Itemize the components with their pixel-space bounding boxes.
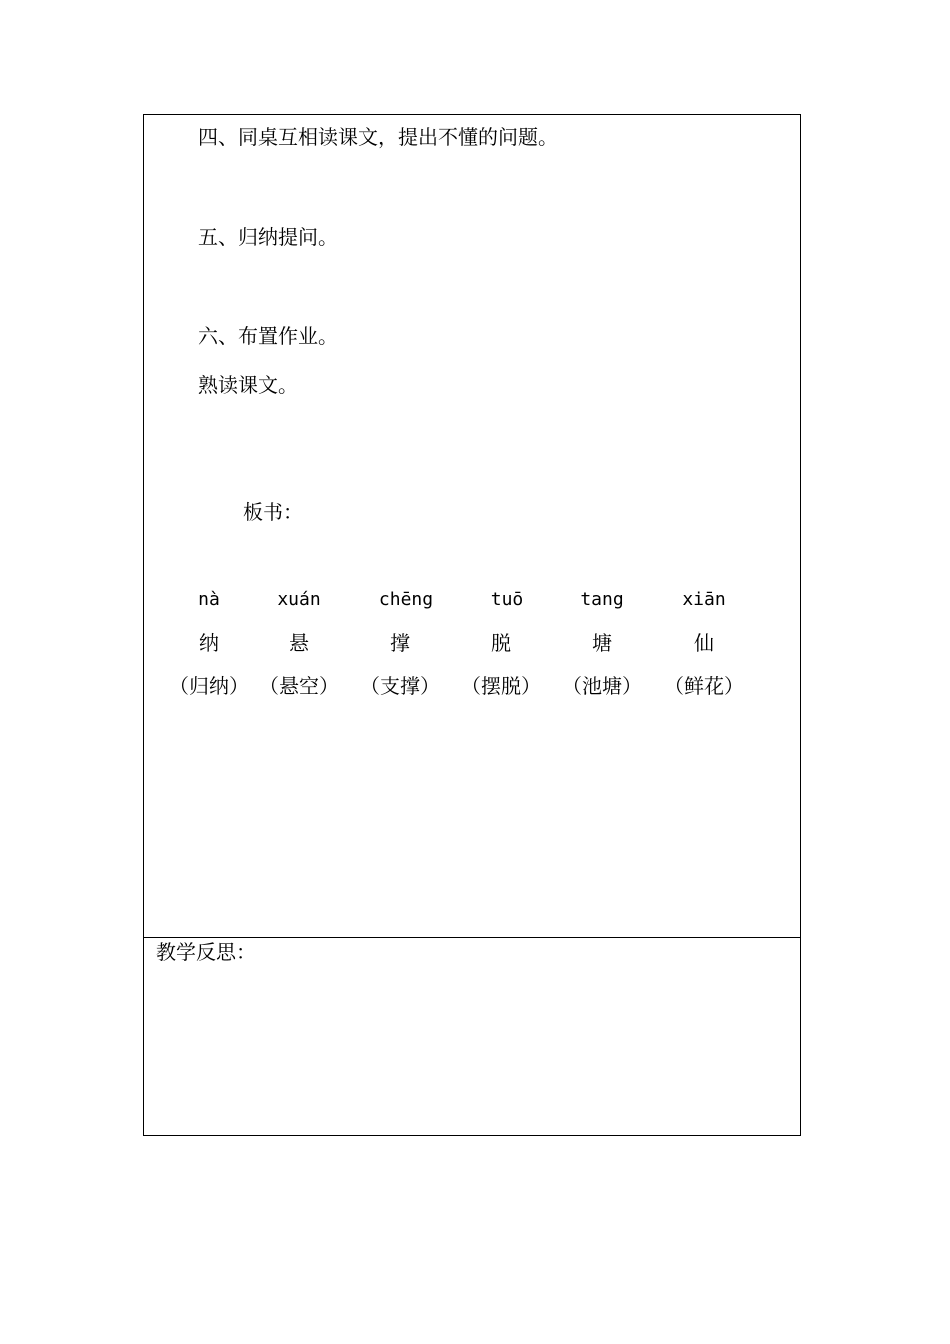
character-item: 悬	[289, 631, 309, 655]
step-five-text: 五、归纳提问。	[198, 225, 338, 249]
step-six-text: 六、布置作业。	[198, 324, 338, 348]
pinyin-row	[164, 589, 764, 615]
character-item: 仙	[694, 631, 714, 655]
character-item: 撑	[390, 631, 410, 655]
character-item: 脱	[491, 631, 511, 655]
step-four-text: 四、同桌互相读课文，提出不懂的问题。	[198, 125, 558, 149]
section-divider	[144, 937, 800, 938]
character-item: 塘	[592, 631, 612, 655]
word-item: （池塘）	[562, 674, 642, 698]
pinyin-item: nà	[198, 589, 220, 610]
pinyin-item: chēng	[378, 589, 434, 610]
blackboard-heading: 板书：	[243, 500, 303, 524]
word-item: （鲜花）	[664, 674, 744, 698]
character-item: 纳	[199, 631, 219, 655]
pinyin-item: tuō	[490, 589, 524, 610]
word-row	[164, 674, 764, 700]
word-item: （支撑）	[360, 674, 440, 698]
character-row	[164, 631, 764, 657]
word-item: （悬空）	[259, 674, 339, 698]
homework-text: 熟读课文。	[198, 373, 298, 397]
pinyin-item: xuán	[277, 589, 321, 610]
word-item: （归纳）	[169, 674, 249, 698]
reflection-label: 教学反思：	[156, 940, 256, 964]
pinyin-item: xiān	[682, 589, 726, 610]
pinyin-item: tang	[580, 589, 624, 610]
word-item: （摆脱）	[461, 674, 541, 698]
lesson-plan-table	[143, 114, 801, 1136]
